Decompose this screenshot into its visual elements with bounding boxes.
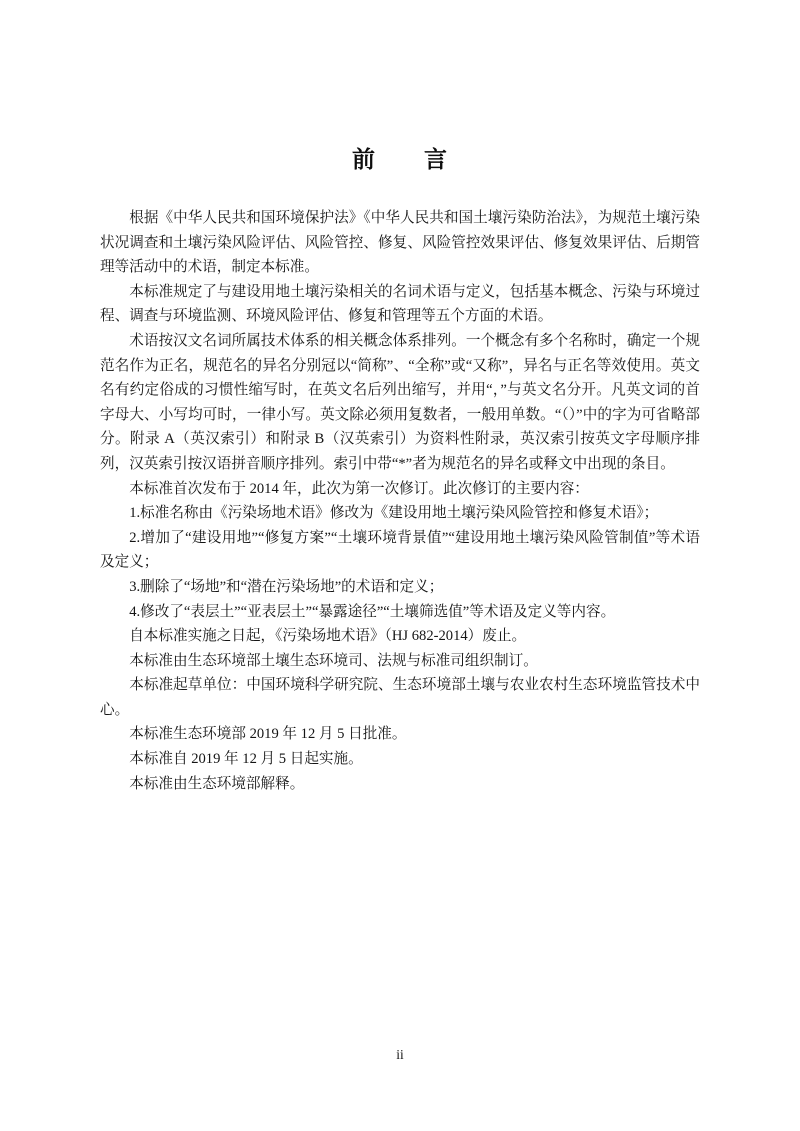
- page-title: 前 言: [352, 146, 448, 172]
- revision-item-4: 4.修改了“表层土”“亚表层土”“暴露途径”“土壤筛选值”等术语及定义等内容。: [129, 603, 616, 620]
- revision-item-1: 1.标准名称由《污染场地术语》修改为《建设用地土壤污染风险管控和修复术语》；: [129, 505, 659, 522]
- paragraph-organizer: 本标准由生态环境部土壤生态环境司、法规与标准司组织制订。: [129, 652, 538, 669]
- paragraph-approval-date: 本标准生态环境部 2019 年 12 月 5 日批准。: [129, 726, 407, 743]
- paragraph-scope: 本标准规定了与建设用地土壤污染相关的名词术语与定义，包括基本概念、污染与环境过程、调查与环境监测、环境风险评估、修复和管理等五个方面的术语。: [100, 283, 700, 325]
- preface-content: [100, 145, 700, 796]
- paragraph-terminology-rules: 术语按汉文名词所属技术体系的相关概念体系排列。一个概念有多个名称时，确定一个规范名作为正名，规范名的异名分别冠以“简称”、“全称”或“又称”，异名与正名等效使用。英文名有约定俗成的习惯性缩写时，在英文名后列出缩写，并用“，”与英文名分开。凡英文词的首字母大、小写均可时，一律小写。英文除必须用复数者，一般用单数。“（）”中的字为可省略部分。附录 A（英汉索引）和附录 B（汉英索引）为资料性附录，英汉索引按英文字母顺序排列，汉英索引按汉语拼音顺序排列。索引中带“*”者为规范名的异名或释文中出现的条目。: [100, 332, 700, 472]
- paragraph-revision-intro: 本标准首次发布于 2014 年，此次为第一次修订。此次修订的主要内容：: [129, 480, 589, 497]
- revision-item-2: 2.增加了“建设用地”“修复方案”“土壤环境背景值”“建设用地土壤污染风险管制值”等术语及定义；: [100, 529, 700, 571]
- paragraph-effective-date: 本标准自 2019 年 12 月 5 日起实施。: [129, 751, 363, 768]
- paragraph-repeal: 自本标准实施之日起，《污染场地术语》（HJ 682-2014）废止。: [129, 628, 527, 645]
- paragraph-basis: 根据《中华人民共和国环境保护法》《中华人民共和国土壤污染防治法》，为规范土壤污染状况调查和土壤污染风险评估、风险管控、修复、风险管控效果评估、修复效果评估、后期管理等活动中的术语，制定本标准。: [100, 210, 700, 276]
- page-number: ii: [396, 1047, 404, 1062]
- revision-item-3: 3.删除了“场地”和“潜在污染场地”的术语和定义；: [129, 578, 444, 595]
- paragraph-interpretation: 本标准由生态环境部解释。: [129, 775, 305, 792]
- paragraph-drafting-units: 本标准起草单位：中国环境科学研究院、生态环境部土壤与农业农村生态环境监管技术中心。: [100, 677, 700, 718]
